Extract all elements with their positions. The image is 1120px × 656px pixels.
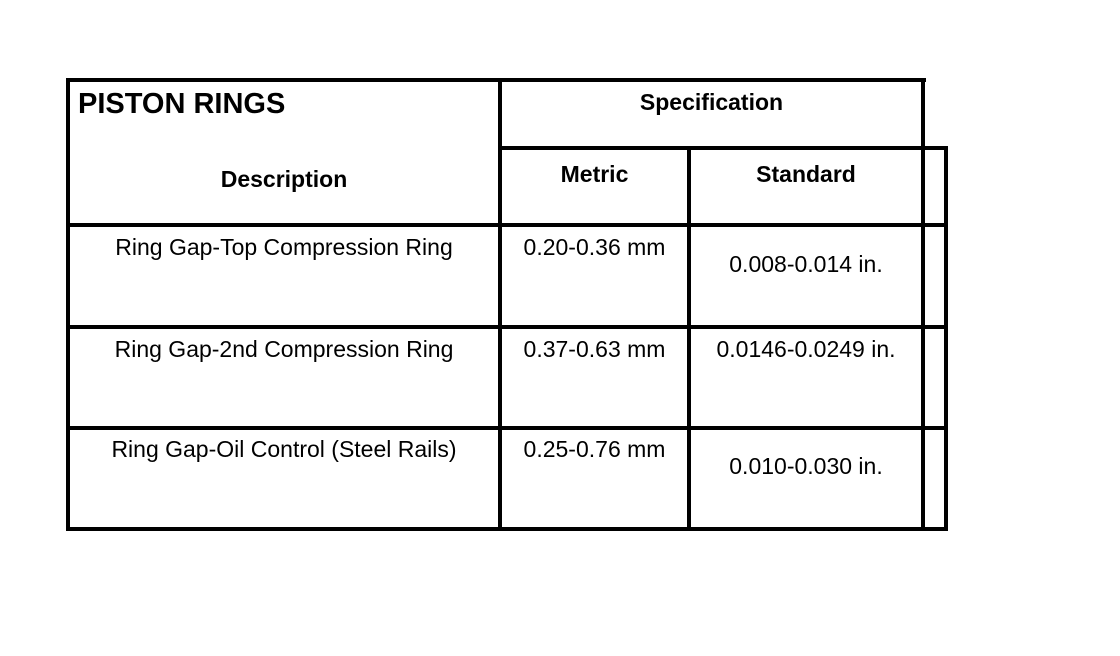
column-divider <box>498 78 502 531</box>
spec-header: Specification <box>639 89 784 115</box>
header-divider <box>498 146 948 150</box>
standard-column-header: Standard <box>756 161 856 187</box>
table-row-description: Ring Gap-2nd Compression Ring <box>114 336 454 362</box>
table-row-description: Ring Gap-Top Compression Ring <box>115 234 453 260</box>
piston-rings-spec-table <box>66 78 948 531</box>
table-row-standard: 0.010-0.030 in. <box>729 453 883 479</box>
row-divider <box>66 223 948 227</box>
column-divider <box>921 78 925 531</box>
table-border-top <box>66 78 926 82</box>
row-divider <box>66 426 948 430</box>
table-border-bottom <box>66 527 948 531</box>
table-border-right <box>944 146 948 531</box>
metric-column-header: Metric <box>560 161 629 187</box>
table-title: PISTON RINGS <box>78 88 286 120</box>
table-row-metric: 0.25-0.76 mm <box>523 436 666 462</box>
table-row-description: Ring Gap-Oil Control (Steel Rails) <box>111 436 457 462</box>
table-row-metric: 0.37-0.63 mm <box>523 336 666 362</box>
table-border-left <box>66 78 70 531</box>
table-row-standard: 0.008-0.014 in. <box>729 251 883 277</box>
table-row-standard: 0.0146-0.0249 in. <box>716 336 896 362</box>
row-divider <box>66 325 948 329</box>
table-row-metric: 0.20-0.36 mm <box>523 234 666 260</box>
description-column-header: Description <box>220 166 348 192</box>
